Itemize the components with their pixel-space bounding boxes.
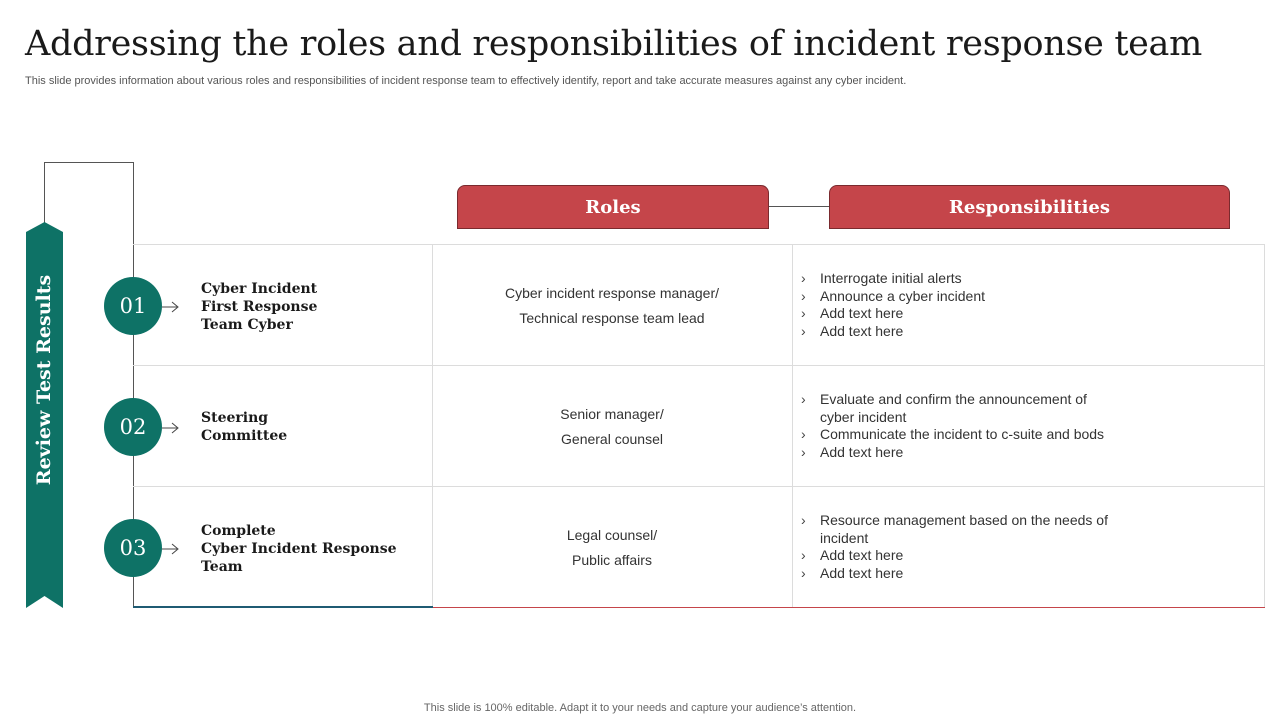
ribbon-connector-vertical	[44, 162, 45, 224]
role-line: Senior manager/	[560, 406, 664, 422]
header-connector	[769, 206, 829, 207]
role-line: Legal counsel/	[566, 527, 658, 543]
role-line: Public affairs	[572, 552, 652, 568]
role-line: Cyber incident response manager/	[504, 285, 719, 301]
list-item: › Add text here	[801, 547, 1121, 565]
row-number-badge: 03	[104, 519, 162, 577]
role-description	[432, 523, 792, 573]
role-description	[432, 281, 792, 331]
responsibilities-list	[801, 270, 1241, 340]
roles-table	[119, 244, 1265, 608]
role-line: General counsel	[561, 431, 663, 447]
table-bottom-accent	[133, 606, 433, 608]
arrow-right-icon	[162, 543, 180, 555]
responsibilities-list	[801, 512, 1121, 582]
ribbon-label: Review Test Results	[33, 274, 55, 486]
list-item: › Resource management based on the needs of incident	[801, 512, 1121, 547]
row-number-badge: 02	[104, 398, 162, 456]
slide-title: Addressing the roles and responsibilities of incident response team	[25, 24, 1203, 64]
role-line: Technical response team lead	[519, 310, 705, 326]
list-item: › Evaluate and confirm the announcement of cyber incident	[801, 391, 1121, 426]
responsibilities-list	[801, 391, 1121, 461]
slide-subtitle: This slide provides information about various roles and responsibilities of incident response team to effectively identify, report and take accurate measures against any cyber incident.	[25, 75, 907, 87]
responsibilities-header: Responsibilities	[829, 185, 1230, 229]
table-row	[119, 486, 1265, 608]
arrow-right-icon	[162, 301, 180, 313]
ribbon-connector-horizontal	[44, 162, 134, 163]
list-item: › Add text here	[801, 444, 1121, 462]
list-item: › Announce a cyber incident	[801, 288, 1241, 306]
list-item: › Communicate the incident to c-suite and bods	[801, 426, 1241, 444]
arrow-right-icon	[162, 422, 180, 434]
table-row	[119, 244, 1265, 365]
list-item: › Add text here	[801, 565, 1121, 583]
list-item: › Add text here	[801, 305, 1241, 323]
team-name: Steering Committee	[201, 410, 288, 444]
row-number-badge: 01	[104, 277, 162, 335]
list-item: › Interrogate initial alerts	[801, 270, 1241, 288]
team-name: Complete Cyber Incident Response Team	[201, 523, 397, 575]
table-row	[119, 365, 1265, 486]
list-item: › Add text here	[801, 323, 1241, 341]
team-name: Cyber Incident First Response Team Cyber	[201, 281, 318, 333]
slide-footer: This slide is 100% editable. Adapt it to your needs and capture your audience’s attention.	[423, 702, 857, 714]
role-description	[432, 402, 792, 452]
roles-header: Roles	[457, 185, 769, 229]
